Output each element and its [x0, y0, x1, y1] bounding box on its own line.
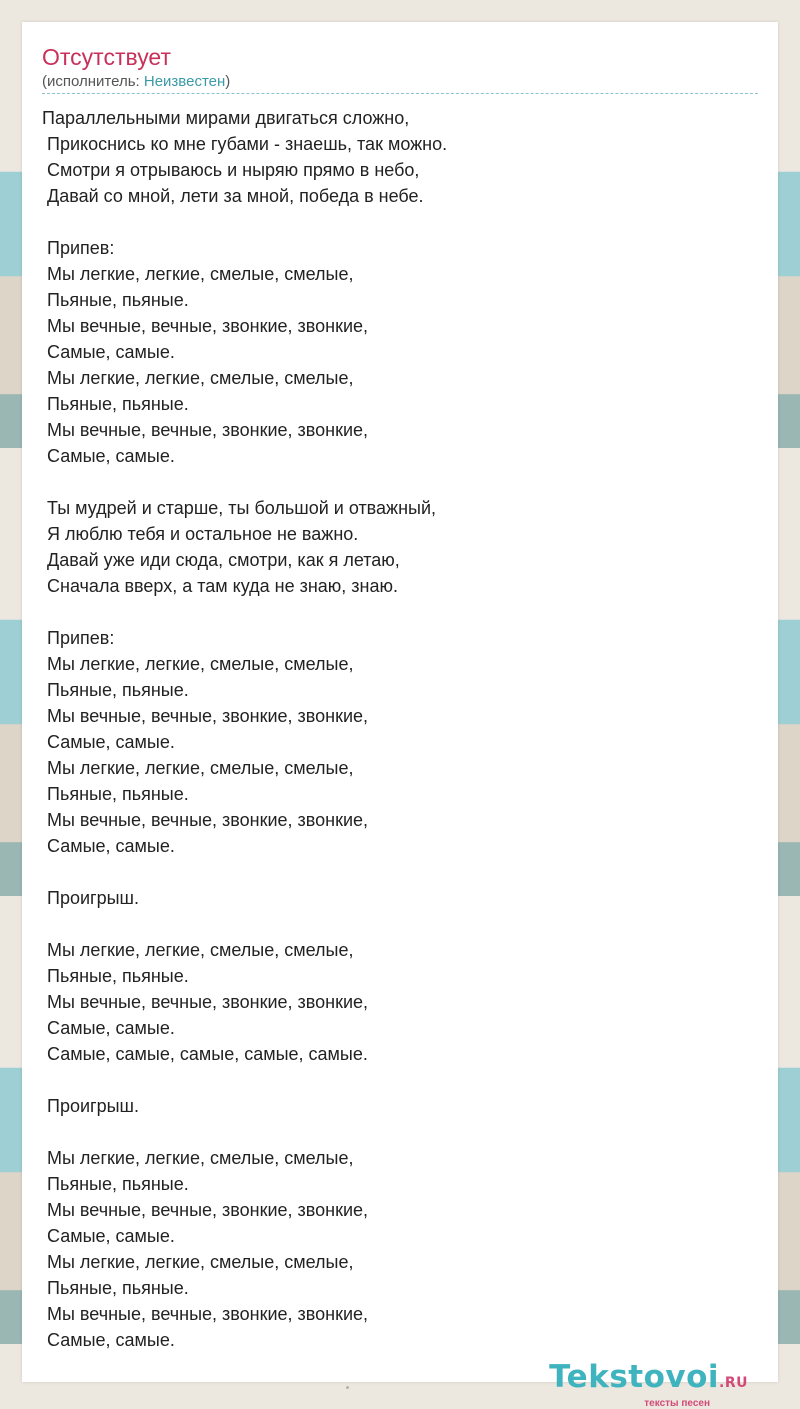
title-divider [42, 93, 758, 94]
lyrics-line: Мы вечные, вечные, звонкие, звонкие, [42, 810, 369, 830]
lyrics-line: Мы вечные, вечные, звонкие, звонкие, [42, 1304, 369, 1324]
lyrics-line: Мы вечные, вечные, звонкие, звонкие, [42, 706, 369, 726]
lyrics-line: Пьяные, пьяные. [42, 394, 189, 414]
lyrics-line: Давай уже иди сюда, смотри, как я летаю, [42, 550, 400, 570]
lyrics-line: Самые, самые, самые, самые, самые. [42, 1044, 368, 1064]
lyrics-line: Припев: [42, 628, 115, 648]
lyrics-line: Мы вечные, вечные, звонкие, звонкие, [42, 1200, 369, 1220]
lyrics-line: Самые, самые. [42, 836, 175, 856]
lyrics-line: Мы вечные, вечные, звонкие, звонкие, [42, 316, 369, 336]
lyrics-line: Самые, самые. [42, 1018, 175, 1038]
logo-name: Tekstovoi [549, 1359, 720, 1395]
lyrics-line: Самые, самые. [42, 446, 175, 466]
lyrics-line: Припев: [42, 238, 115, 258]
artist-line [42, 73, 230, 91]
lyrics-line: Пьяные, пьяные. [42, 1174, 189, 1194]
lyrics-line: Проигрыш. [42, 888, 139, 908]
lyrics-line: Я люблю тебя и остальное не важно. [42, 524, 359, 544]
song-title: Отсутствует [42, 44, 171, 70]
lyrics-line: Ты мудрей и старше, ты большой и отважный, [42, 498, 437, 518]
artist-link[interactable]: Неизвестен [143, 73, 226, 90]
lyrics-card [22, 22, 778, 1409]
logo-wordmark [549, 1360, 748, 1400]
lyrics-line: Пьяные, пьяные. [42, 966, 189, 986]
lyrics-line: Мы легкие, легкие, смелые, смелые, [42, 940, 354, 960]
lyrics-line: Мы легкие, легкие, смелые, смелые, [42, 368, 354, 388]
artist-prefix: (исполнитель: [42, 73, 144, 90]
lyrics-line: Самые, самые. [42, 1226, 175, 1246]
lyrics-line: Мы легкие, легкие, смелые, смелые, [42, 1148, 354, 1168]
page-dot [346, 1386, 349, 1389]
lyrics-line: Мы вечные, вечные, звонкие, звонкие, [42, 992, 369, 1012]
lyrics-line: Мы легкие, легкие, смелые, смелые, [42, 264, 354, 284]
lyrics-line: Самые, самые. [42, 342, 175, 362]
site-logo[interactable] [549, 1360, 748, 1409]
lyrics-line: Самые, самые. [42, 732, 175, 752]
lyrics-line: Мы легкие, легкие, смелые, смелые, [42, 1252, 354, 1272]
lyrics-line: Пьяные, пьяные. [42, 784, 189, 804]
lyrics-line: Прикоснись ко мне губами - знаешь, так можно. [42, 134, 448, 154]
lyrics-line: Мы легкие, легкие, смелые, смелые, [42, 758, 354, 778]
logo-tld: .RU [719, 1375, 748, 1391]
lyrics-line: Пьяные, пьяные. [42, 680, 189, 700]
lyrics-line: Смотри я отрываюсь и ныряю прямо в небо, [42, 160, 420, 180]
lyrics-line: Пьяные, пьяные. [42, 290, 189, 310]
lyrics-line: Давай со мной, лети за мной, победа в небе. [42, 186, 424, 206]
lyrics-line: Проигрыш. [42, 1096, 139, 1116]
lyrics-line: Сначала вверх, а там куда не знаю, знаю. [42, 576, 399, 596]
lyrics-line: Самые, самые. [42, 1330, 175, 1350]
lyrics-line: Пьяные, пьяные. [42, 1278, 189, 1298]
lyrics-line: Мы легкие, легкие, смелые, смелые, [42, 654, 354, 674]
lyrics-line: Параллельными мирами двигаться сложно, [42, 108, 410, 128]
lyrics-text [42, 105, 758, 1353]
logo-tagline: тексты песен [644, 1398, 710, 1409]
artist-suffix: ) [225, 73, 231, 90]
lyrics-line: Мы вечные, вечные, звонкие, звонкие, [42, 420, 369, 440]
